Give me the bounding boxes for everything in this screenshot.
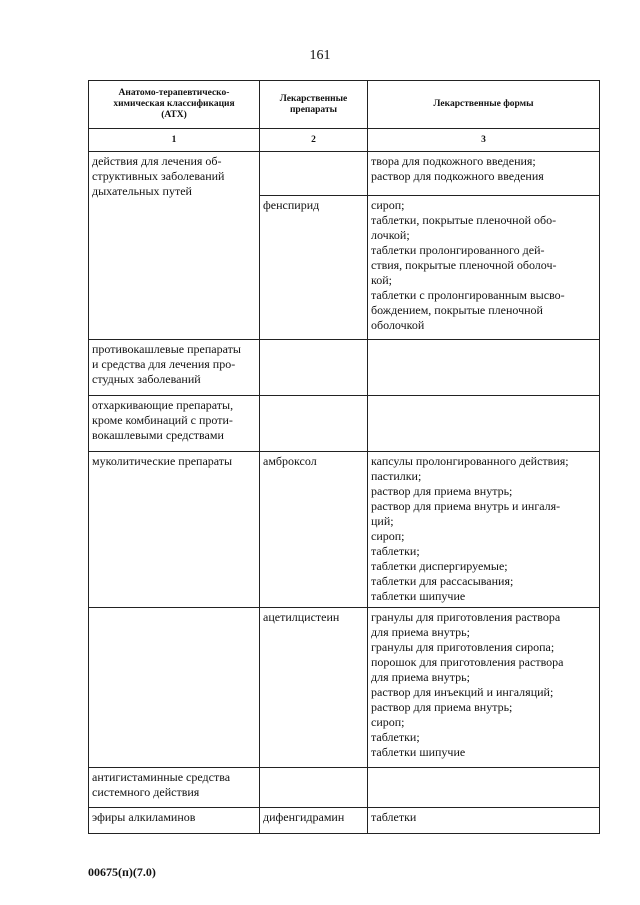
table-row (89, 808, 600, 834)
forms-cell: гранулы для приготовления раствора для приема внутрь; гранулы для приготовления сиропа; порошок для приготовления раствора для приема внутрь; раствор для инъекций и ингаляций; раствор для приема внутрь; сироп; таблетки; таблетки шипучие (368, 608, 600, 768)
header-atx-classification: Анатомо-терапевтическо- химическая классификация (АТХ) (89, 81, 260, 129)
forms-cell (368, 340, 600, 396)
atx-drug-table (88, 80, 600, 834)
forms-cell: капсулы пролонгированного действия; пастилки; раствор для приема внутрь; раствор для приема внутрь и ингаля- ций; сироп; таблетки; таблетки диспергируемые; таблетки для рассасывания; таблетки шипучие (368, 452, 600, 608)
table-row (89, 768, 600, 808)
table-row (89, 152, 600, 196)
forms-cell (368, 396, 600, 452)
atx-cell (89, 608, 260, 768)
drug-cell (260, 340, 368, 396)
drug-cell: амброксол (260, 452, 368, 608)
drug-cell (260, 396, 368, 452)
forms-cell: таблетки (368, 808, 600, 834)
drug-cell (260, 152, 368, 196)
column-number: 3 (368, 129, 600, 152)
forms-cell: сироп; таблетки, покрытые пленочной обо- лочкой; таблетки пролонгированного дей- ствия, покрытые пленочной оболоч- кой; таблетки с пролонгированным высво- бождением, покрытые пленочной оболочкой (368, 196, 600, 340)
atx-cell: муколитические препараты (89, 452, 260, 608)
drug-cell: дифенгидрамин (260, 808, 368, 834)
header-drugs: Лекарственные препараты (260, 81, 368, 129)
column-number: 2 (260, 129, 368, 152)
atx-cell: антигистаминные средства системного действия (89, 768, 260, 808)
header-dosage-forms: Лекарственные формы (368, 81, 600, 129)
atx-cell: противокашлевые препараты и средства для лечения про- студных заболеваний (89, 340, 260, 396)
table-row (89, 608, 600, 768)
forms-cell (368, 768, 600, 808)
atx-cell: действия для лечения об- структивных заболеваний дыхательных путей (89, 152, 260, 340)
forms-cell: твора для подкожного введения; раствор для подкожного введения (368, 152, 600, 196)
drug-cell: ацетилцистеин (260, 608, 368, 768)
page-number: 161 (309, 48, 331, 63)
column-number: 1 (89, 129, 260, 152)
table-row (89, 396, 600, 452)
table-header-row (89, 81, 600, 129)
drug-cell: фенспирид (260, 196, 368, 340)
drug-cell (260, 768, 368, 808)
table-row (89, 340, 600, 396)
document-code: 00675(п)(7.0) (88, 865, 156, 879)
atx-cell: эфиры алкиламинов (89, 808, 260, 834)
table-row (89, 452, 600, 608)
atx-cell: отхаркивающие препараты, кроме комбинаций с проти- вокашлевыми средствами (89, 396, 260, 452)
column-number-row (89, 129, 600, 152)
